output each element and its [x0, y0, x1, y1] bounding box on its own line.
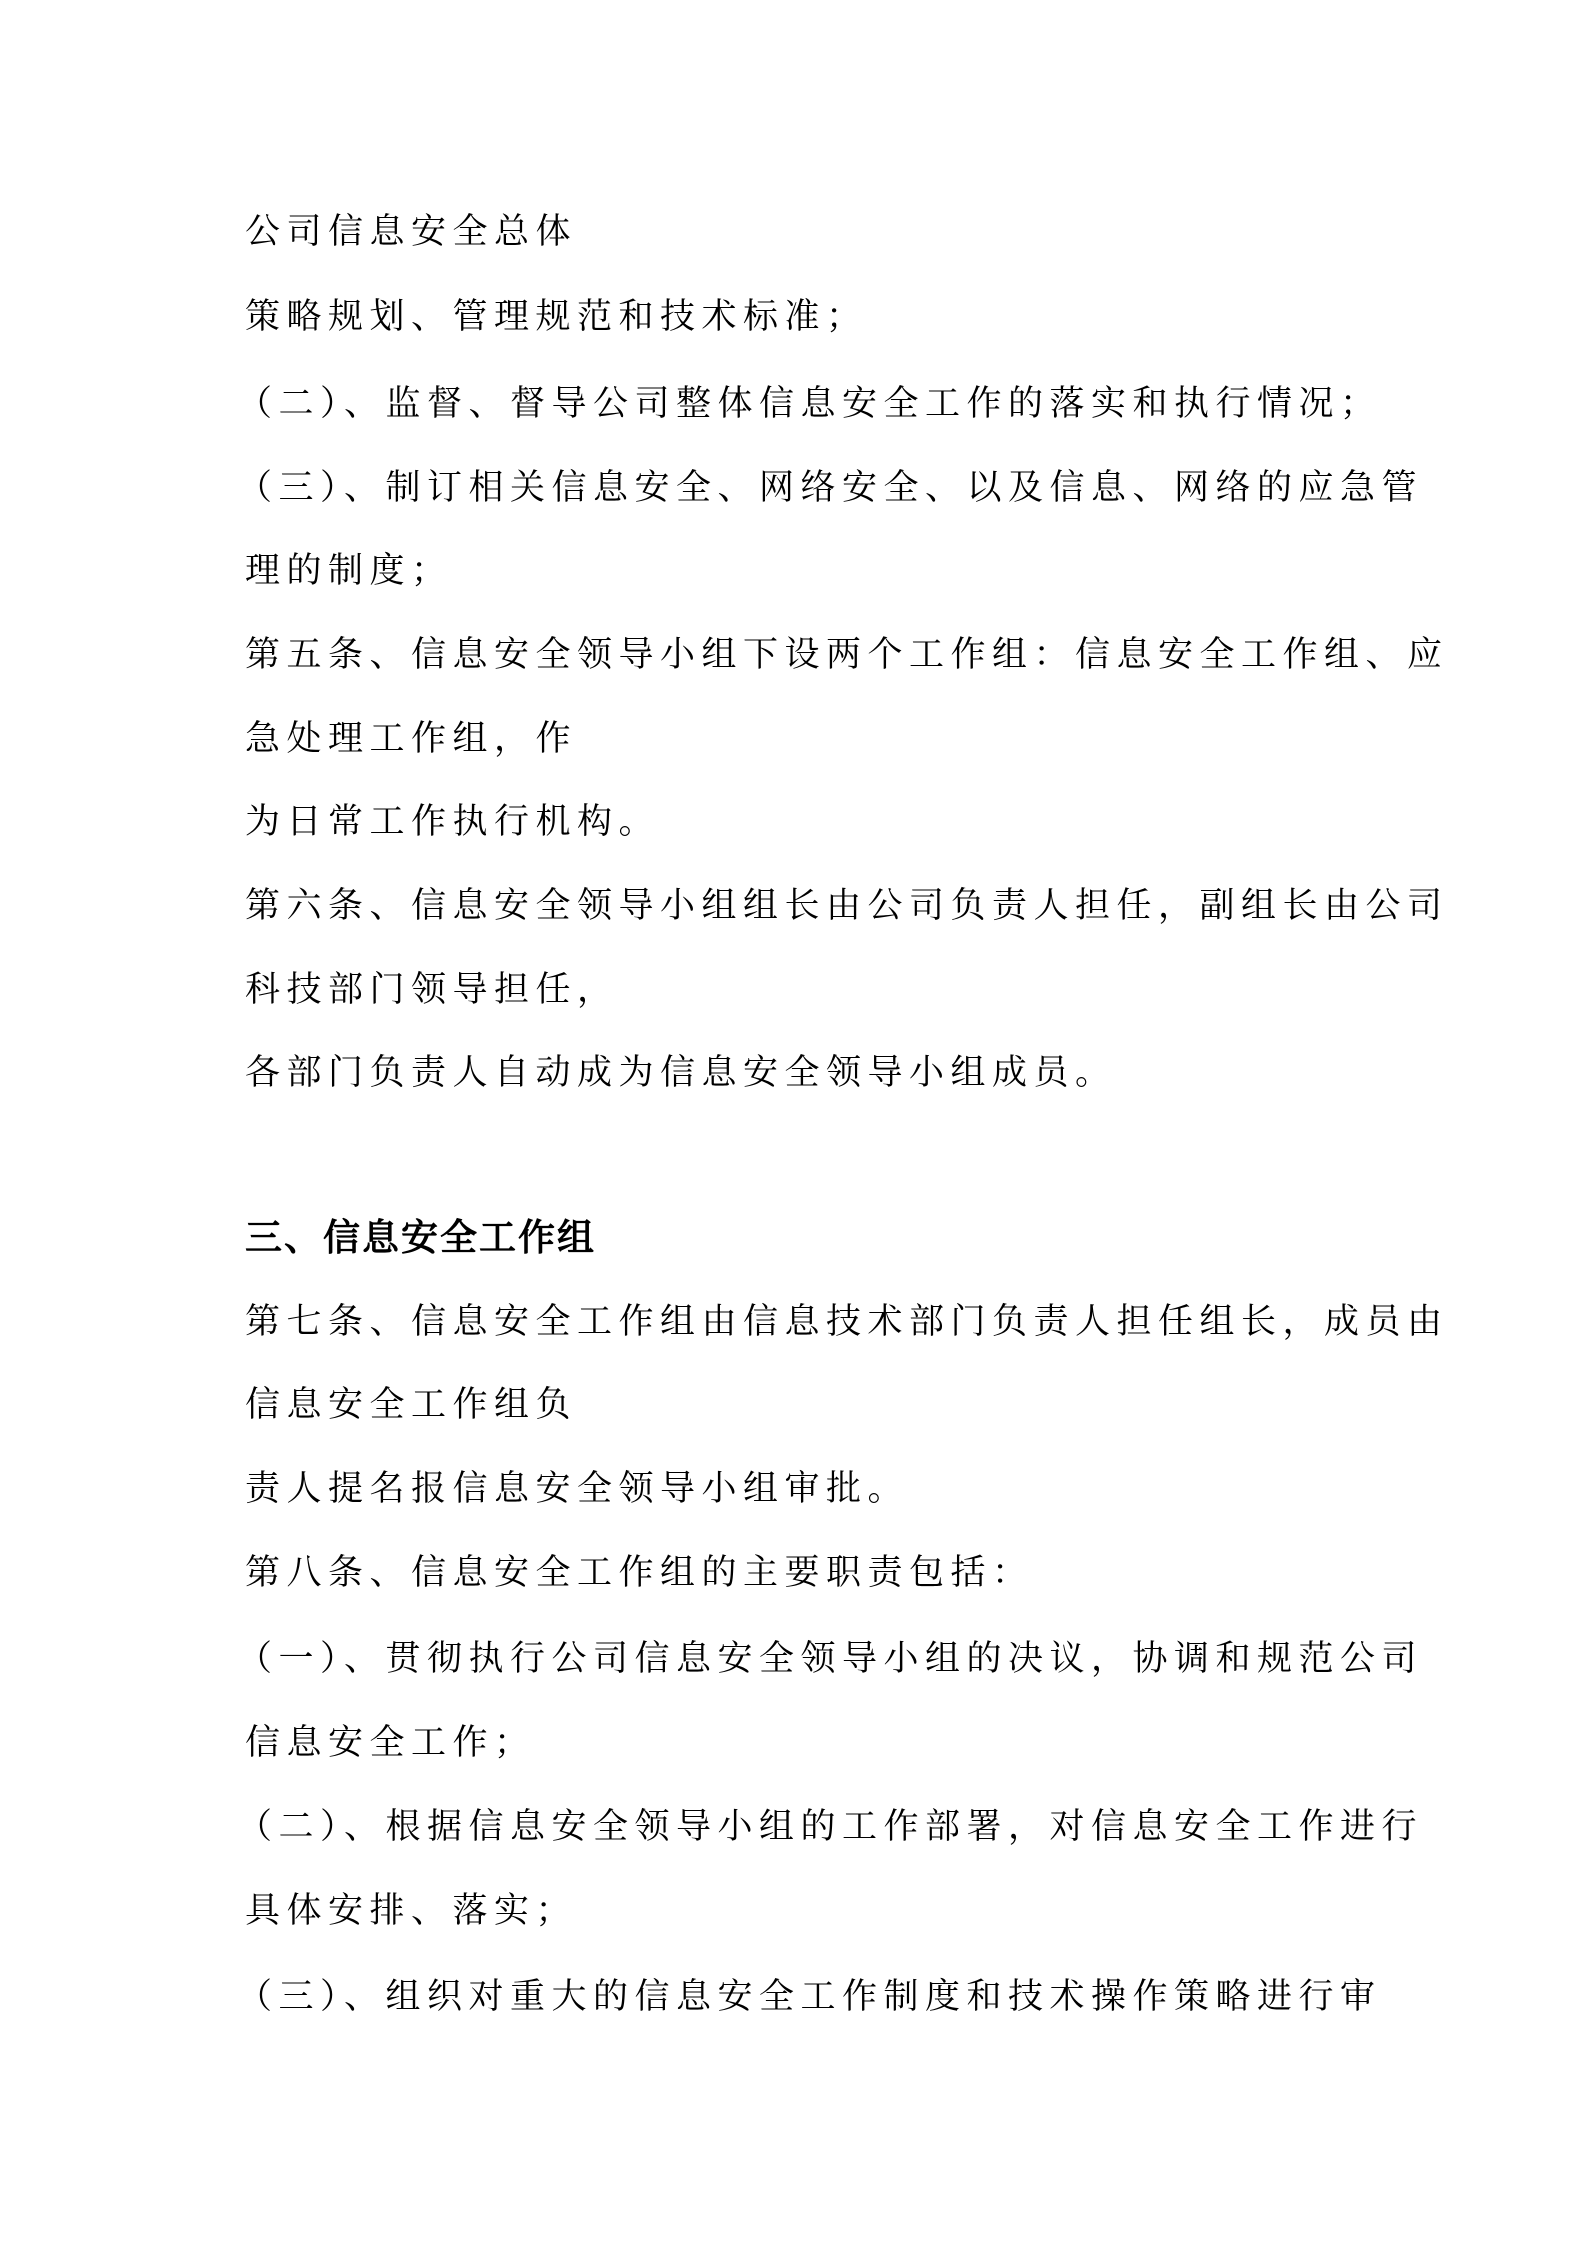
text-line: 各部门负责人自动成为信息安全领导小组成员。: [245, 1053, 1117, 1093]
text-line: （三）、组织对重大的信息安全工作制度和技术操作策略进行审: [237, 1977, 1382, 2017]
text-line: （三）、制订相关信息安全、网络安全、以及信息、网络的应急管: [237, 468, 1424, 508]
text-line: （一）、贯彻执行公司信息安全领导小组的决议，协调和规范公司: [237, 1639, 1424, 1679]
text-line: 信息安全工作；: [245, 1723, 536, 1763]
text-line: 第五条、信息安全领导小组下设两个工作组：信息安全工作组、应: [245, 635, 1449, 675]
text-line: 信息安全工作组负: [245, 1385, 578, 1425]
text-line: 第七条、信息安全工作组由信息技术部门负责人担任组长，成员由: [245, 1302, 1449, 1342]
text-line: 责人提名报信息安全领导小组审批。: [245, 1469, 910, 1509]
text-line: 策略规划、管理规范和技术标准；: [245, 297, 868, 337]
text-line: 具体安排、落实；: [245, 1891, 578, 1931]
text-line: 第六条、信息安全领导小组组长由公司负责人担任，副组长由公司: [245, 886, 1449, 926]
text-line: 公司信息安全总体: [245, 212, 578, 252]
text-line: （二）、监督、督导公司整体信息安全工作的落实和执行情况；: [237, 384, 1382, 424]
section-heading: 三、信息安全工作组: [245, 1216, 596, 1259]
text-line: 科技部门领导担任，: [245, 970, 619, 1010]
text-line: （二）、根据信息安全领导小组的工作部署，对信息安全工作进行: [237, 1807, 1424, 1847]
text-line: 急处理工作组，作: [245, 719, 578, 759]
text-line: 为日常工作执行机构。: [245, 802, 661, 842]
text-line: 第八条、信息安全工作组的主要职责包括：: [245, 1553, 1034, 1593]
text-line: 理的制度；: [245, 551, 453, 591]
